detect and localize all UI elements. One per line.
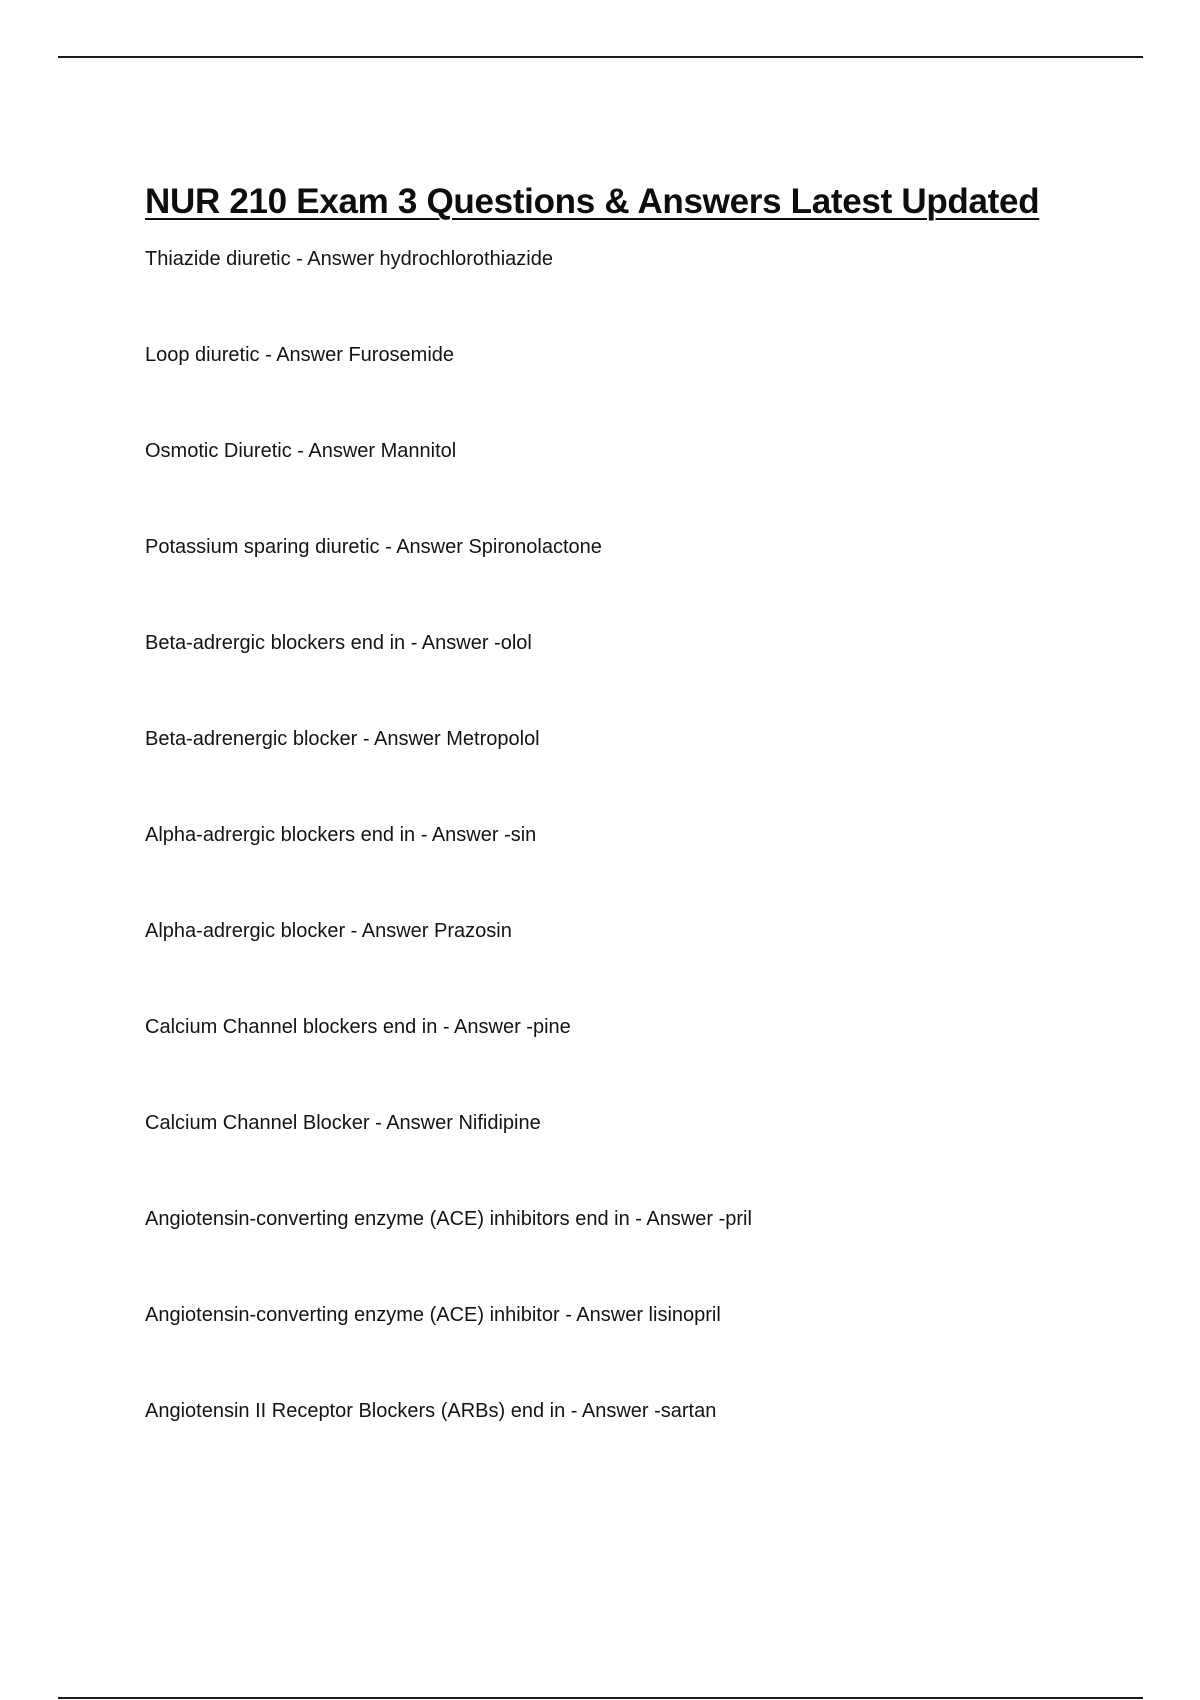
qa-item: Thiazide diuretic - Answer hydrochlorothiazide — [145, 248, 553, 270]
document-body — [145, 176, 1145, 1422]
qa-item: Alpha-adrergic blockers end in - Answer -sin — [145, 824, 537, 846]
qa-item: Calcium Channel Blocker - Answer Nifidipine — [145, 1112, 541, 1134]
qa-item: Calcium Channel blockers end in - Answer -pine — [145, 1016, 571, 1038]
header-rule — [58, 56, 1143, 58]
qa-item: Loop diuretic - Answer Furosemide — [145, 344, 455, 366]
qa-list — [145, 245, 752, 1493]
footer-rule — [58, 1697, 1143, 1699]
qa-item: Alpha-adrergic blocker - Answer Prazosin — [145, 920, 512, 942]
qa-item: Angiotensin-converting enzyme (ACE) inhibitors end in - Answer -pril — [145, 1208, 752, 1230]
qa-item: Angiotensin-converting enzyme (ACE) inhibitor - Answer lisinopril — [145, 1304, 721, 1326]
qa-item: Angiotensin II Receptor Blockers (ARBs) end in - Answer -sartan — [145, 1400, 717, 1422]
qa-item: Beta-adrenergic blocker - Answer Metropolol — [145, 728, 540, 750]
qa-item: Potassium sparing diuretic - Answer Spironolactone — [145, 536, 602, 558]
qa-item: Osmotic Diuretic - Answer Mannitol — [145, 440, 457, 462]
qa-item: Beta-adrergic blockers end in - Answer -olol — [145, 632, 532, 654]
document-title: NUR 210 Exam 3 Questions & Answers Latest Updated — [145, 182, 1040, 221]
